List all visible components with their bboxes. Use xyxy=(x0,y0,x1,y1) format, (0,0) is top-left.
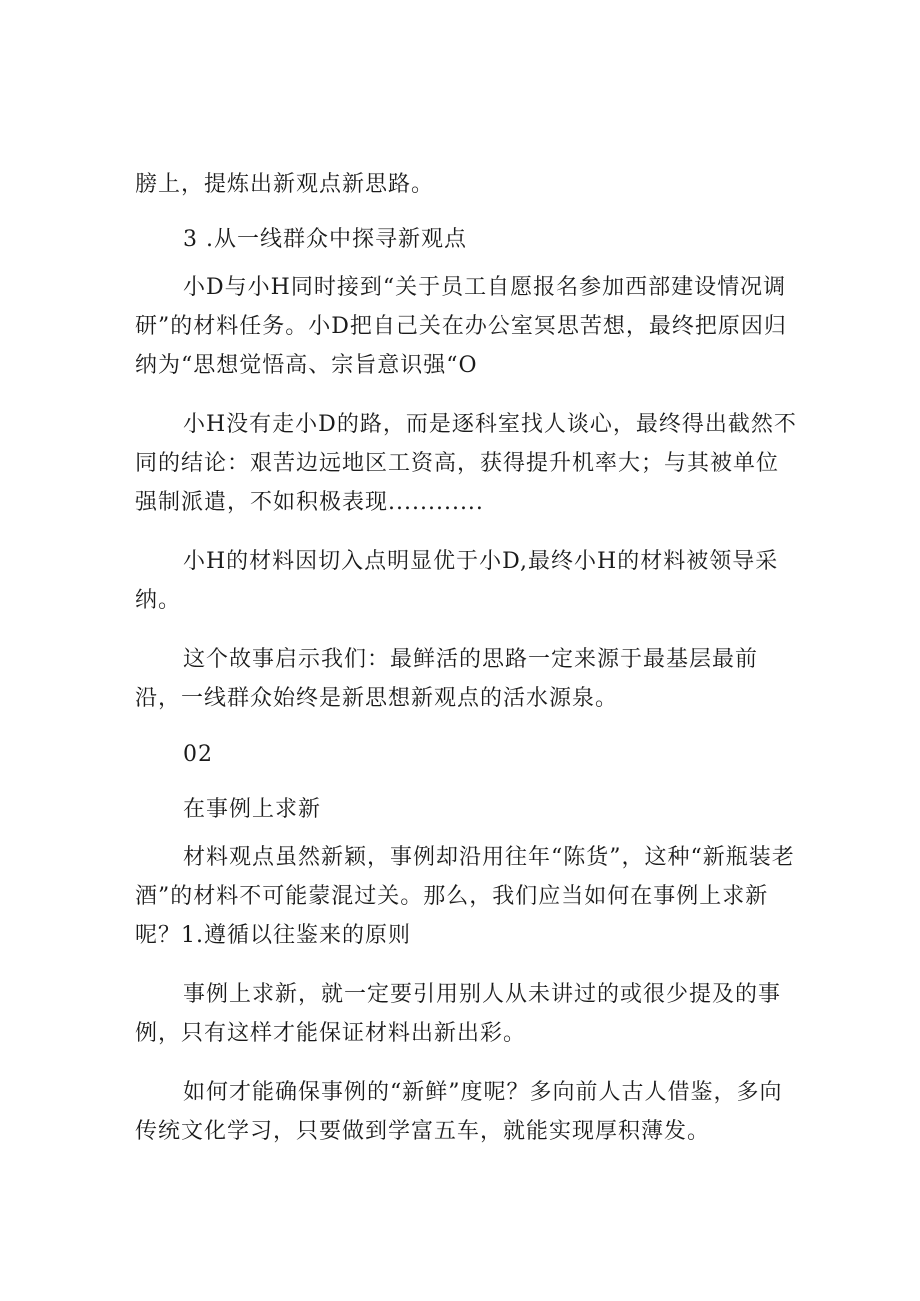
section-title: 在事例上求新 xyxy=(183,797,322,822)
paragraph-lesson: 这个故事启示我们：最鲜活的思路一定来源于最基层最前沿，一线群众始终是新思想新观点的活水源泉。 xyxy=(135,647,759,711)
paragraph-continuation: 膀上，提炼出新观点新思路。 xyxy=(135,172,435,197)
paragraph-story-intro: 小D与小H同时接到“关于员工自愿报名参加西部建设情况调研”的材料任务。小D把自己关在办公室冥思苦想，最终把原因归纳为“思想觉悟高、宗旨意识强“O xyxy=(135,275,787,378)
section-number: 02 xyxy=(183,742,213,767)
paragraph-xiao-h-approach: 小H没有走小D的路，而是逐科室找人谈心，最终得出截然不同的结论：艰苦边远地区工资高，获得提升机率大；与其被单位强制派遣，不如积极表现............ xyxy=(135,412,797,515)
paragraph-freshness: 如何才能确保事例的“新鲜”度呢？多向前人古人借鉴，多向传统文化学习，只要做到学富五车，就能实现厚积薄发。 xyxy=(135,1080,783,1144)
section-heading-3: 3 .从一线群众中探寻新观点 xyxy=(183,227,467,252)
paragraph-result: 小H的材料因切入点明显优于小D,最终小H的材料被领导采纳。 xyxy=(135,549,779,613)
paragraph-new-examples: 材料观点虽然新颖，事例却沿用往年“陈货”，这种“新瓶装老酒”的材料不可能蒙混过关。那么，我们应当如何在事例上求新呢？1.遵循以往鉴来的原则 xyxy=(135,845,795,948)
paragraph-example-principle: 事例上求新，就一定要引用别人从未讲过的或很少提及的事例，只有这样才能保证材料出新出彩。 xyxy=(135,982,782,1046)
